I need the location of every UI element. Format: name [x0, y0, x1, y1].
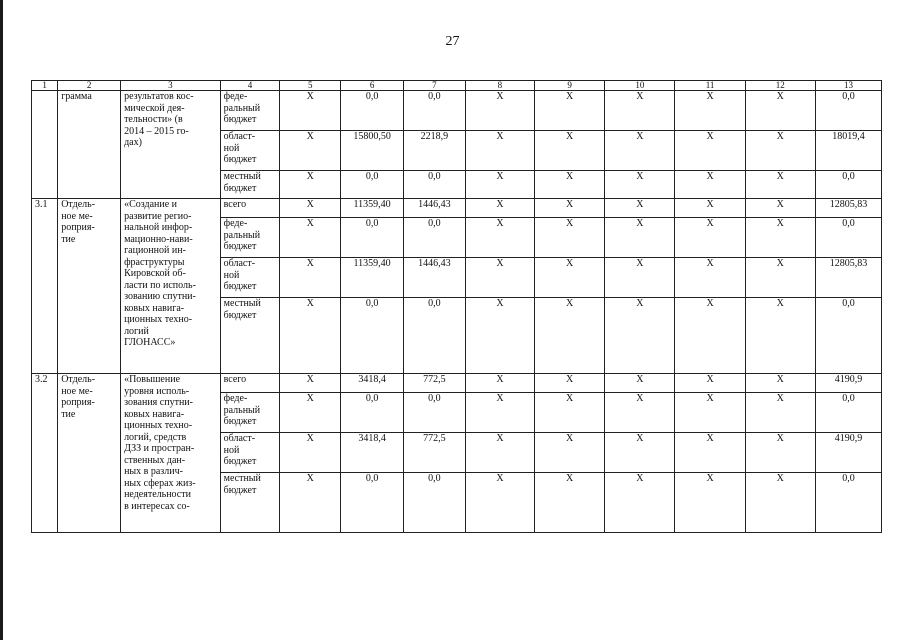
funding-source-cell: местный бюджет: [220, 298, 280, 374]
value-cell: X: [535, 131, 605, 171]
value-cell: X: [605, 433, 675, 473]
funding-source-cell: всего: [220, 374, 280, 393]
value-cell: X: [465, 393, 534, 433]
value-cell: X: [465, 473, 534, 533]
total-cell: 0,0: [815, 473, 881, 533]
column-number: 13: [815, 81, 881, 91]
column-number: 6: [341, 81, 404, 91]
column-number: 7: [404, 81, 466, 91]
funding-source-cell: всего: [220, 199, 280, 218]
column-number: 8: [465, 81, 534, 91]
value-cell: 0,0: [341, 298, 404, 374]
value-cell: X: [535, 473, 605, 533]
value-cell: X: [745, 258, 815, 298]
total-cell: 0,0: [815, 298, 881, 374]
funding-source-cell: феде- ральный бюджет: [220, 393, 280, 433]
value-cell: X: [675, 171, 745, 199]
total-cell: 0,0: [815, 218, 881, 258]
value-cell: 772,5: [404, 433, 466, 473]
row-number-cell: 3.1: [32, 199, 58, 374]
value-cell: X: [280, 298, 341, 374]
value-cell: X: [535, 199, 605, 218]
column-number: 1: [32, 81, 58, 91]
funding-source-cell: област- ной бюджет: [220, 433, 280, 473]
value-cell: 0,0: [341, 91, 404, 131]
value-cell: 0,0: [341, 218, 404, 258]
value-cell: X: [535, 393, 605, 433]
value-cell: X: [535, 218, 605, 258]
total-cell: 0,0: [815, 393, 881, 433]
value-cell: X: [605, 171, 675, 199]
value-cell: X: [465, 218, 534, 258]
funding-source-cell: феде- ральный бюджет: [220, 91, 280, 131]
value-cell: X: [465, 258, 534, 298]
total-cell: 4190,9: [815, 374, 881, 393]
funding-source-cell: област- ной бюджет: [220, 131, 280, 171]
row-number-cell: [32, 91, 58, 199]
value-cell: X: [280, 258, 341, 298]
value-cell: X: [280, 131, 341, 171]
value-cell: X: [605, 374, 675, 393]
value-cell: X: [745, 218, 815, 258]
value-cell: X: [605, 91, 675, 131]
total-cell: 0,0: [815, 171, 881, 199]
value-cell: 0,0: [404, 91, 466, 131]
budget-table: [31, 80, 882, 533]
value-cell: X: [605, 258, 675, 298]
value-cell: X: [745, 374, 815, 393]
row-type-cell: Отдель- ное ме- роприя- тие: [58, 374, 121, 533]
total-cell: 12805,83: [815, 199, 881, 218]
table-row: [32, 374, 882, 393]
column-number: 12: [745, 81, 815, 91]
value-cell: 2218,9: [404, 131, 466, 171]
row-type-cell: Отдель- ное ме- роприя- тие: [58, 199, 121, 374]
row-description-cell: результатов кос- мической дея- тельности» (в 2014 – 2015 го- дах): [121, 91, 221, 199]
value-cell: X: [465, 374, 534, 393]
value-cell: X: [675, 433, 745, 473]
value-cell: X: [675, 374, 745, 393]
funding-source-cell: област- ной бюджет: [220, 258, 280, 298]
value-cell: 15800,50: [341, 131, 404, 171]
value-cell: X: [465, 131, 534, 171]
total-cell: 4190,9: [815, 433, 881, 473]
funding-source-cell: местный бюджет: [220, 473, 280, 533]
value-cell: X: [745, 171, 815, 199]
value-cell: X: [675, 473, 745, 533]
value-cell: X: [745, 199, 815, 218]
column-number: 10: [605, 81, 675, 91]
value-cell: X: [535, 298, 605, 374]
row-description-cell: «Создание и развитие регио- нальной инфор- мационно-нави- гационной ин- фраструктуры Кировской об- ласти по исполь- зованию спутни- ковых навига- ционных техно- логий ГЛОНАСС»: [121, 199, 221, 374]
value-cell: 0,0: [341, 393, 404, 433]
value-cell: X: [745, 131, 815, 171]
value-cell: X: [465, 298, 534, 374]
value-cell: X: [280, 171, 341, 199]
scan-left-edge: [0, 0, 3, 640]
value-cell: 772,5: [404, 374, 466, 393]
value-cell: X: [535, 433, 605, 473]
value-cell: X: [745, 433, 815, 473]
column-number: 9: [535, 81, 605, 91]
value-cell: 3418,4: [341, 433, 404, 473]
value-cell: X: [535, 91, 605, 131]
value-cell: X: [280, 374, 341, 393]
value-cell: X: [675, 218, 745, 258]
value-cell: X: [675, 199, 745, 218]
value-cell: 0,0: [341, 171, 404, 199]
value-cell: X: [465, 91, 534, 131]
column-number: 2: [58, 81, 121, 91]
value-cell: 11359,40: [341, 199, 404, 218]
funding-source-cell: местный бюджет: [220, 171, 280, 199]
value-cell: X: [605, 131, 675, 171]
value-cell: X: [465, 199, 534, 218]
value-cell: X: [675, 91, 745, 131]
value-cell: X: [745, 91, 815, 131]
value-cell: 11359,40: [341, 258, 404, 298]
column-number-header: [32, 81, 882, 91]
value-cell: X: [745, 393, 815, 433]
value-cell: X: [745, 473, 815, 533]
value-cell: X: [605, 199, 675, 218]
value-cell: X: [280, 473, 341, 533]
column-number: 4: [220, 81, 280, 91]
page-number: 27: [445, 34, 460, 49]
value-cell: 0,0: [404, 218, 466, 258]
funding-source-cell: феде- ральный бюджет: [220, 218, 280, 258]
value-cell: X: [280, 91, 341, 131]
value-cell: X: [675, 298, 745, 374]
total-cell: 0,0: [815, 91, 881, 131]
value-cell: 0,0: [404, 298, 466, 374]
total-cell: 12805,83: [815, 258, 881, 298]
value-cell: X: [605, 473, 675, 533]
value-cell: X: [465, 171, 534, 199]
table-row: [32, 199, 882, 218]
value-cell: X: [280, 199, 341, 218]
value-cell: X: [675, 131, 745, 171]
value-cell: X: [605, 298, 675, 374]
column-number: 11: [675, 81, 745, 91]
row-number-cell: 3.2: [32, 374, 58, 533]
value-cell: 1446,43: [404, 199, 466, 218]
value-cell: 0,0: [404, 473, 466, 533]
value-cell: X: [535, 258, 605, 298]
value-cell: X: [605, 393, 675, 433]
total-cell: 18019,4: [815, 131, 881, 171]
value-cell: X: [280, 433, 341, 473]
value-cell: X: [465, 433, 534, 473]
value-cell: X: [280, 393, 341, 433]
value-cell: X: [745, 298, 815, 374]
value-cell: 0,0: [404, 393, 466, 433]
value-cell: 0,0: [404, 171, 466, 199]
value-cell: 1446,43: [404, 258, 466, 298]
value-cell: X: [675, 393, 745, 433]
row-description-cell: «Повышение уровня исполь- зования спутни- ковых навига- ционных техно- логий, средств ДЗЗ и простран- ственных дан- ных в различ- ных сферах жиз- недеятельности в интересах со-: [121, 374, 221, 533]
value-cell: 0,0: [341, 473, 404, 533]
column-number: 3: [121, 81, 221, 91]
table-row: [32, 91, 882, 131]
value-cell: 3418,4: [341, 374, 404, 393]
column-number: 5: [280, 81, 341, 91]
value-cell: X: [675, 258, 745, 298]
value-cell: X: [535, 171, 605, 199]
value-cell: X: [605, 218, 675, 258]
value-cell: X: [535, 374, 605, 393]
row-type-cell: грамма: [58, 91, 121, 199]
value-cell: X: [280, 218, 341, 258]
